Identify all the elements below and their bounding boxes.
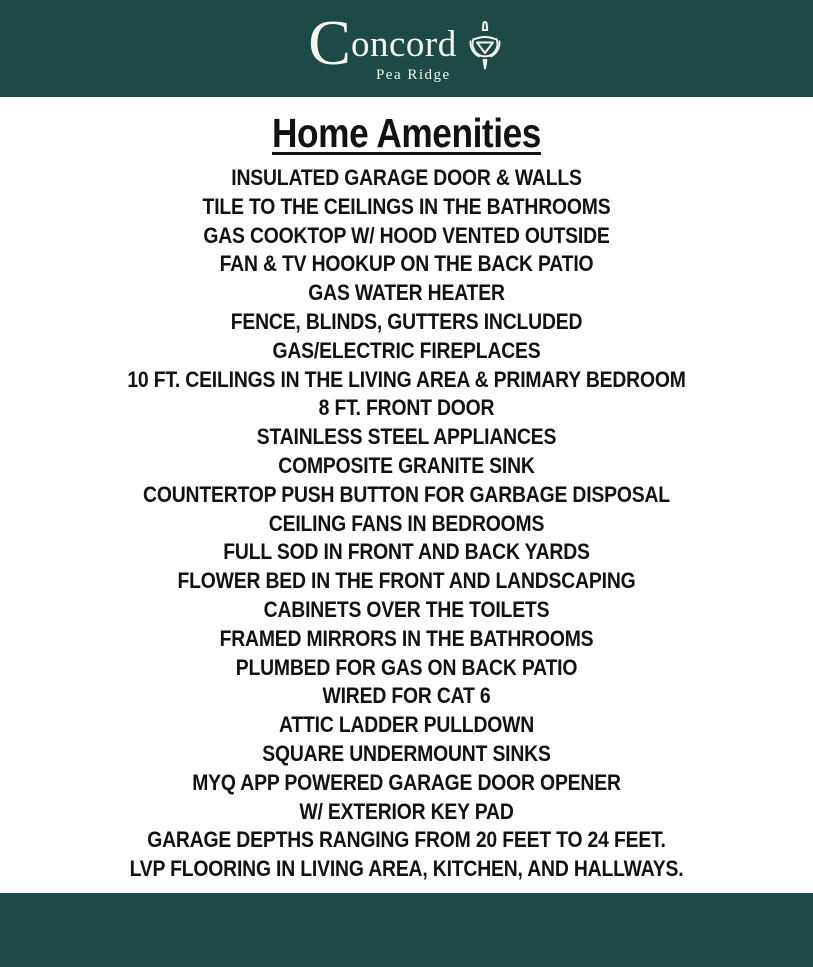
footer-banner (0, 893, 813, 967)
amenity-item: FAN & TV HOOKUP ON THE BACK PATIO (219, 251, 594, 277)
amenity-item: TILE TO THE CEILINGS IN THE BATHROOMS (202, 193, 611, 219)
amenity-item: PLUMBED FOR GAS ON BACK PATIO (235, 654, 578, 680)
amenity-item: COUNTERTOP PUSH BUTTON FOR GARBAGE DISPOSAL (143, 481, 670, 507)
amenity-item: GARAGE DEPTHS RANGING FROM 20 FEET TO 24 FEET. (147, 827, 666, 853)
amenity-item: STAINLESS STEEL APPLIANCES (256, 424, 557, 450)
brand-initial: C (308, 7, 351, 79)
amenity-item: INSULATED GARAGE DOOR & WALLS (231, 165, 582, 190)
amenity-item: 8 FT. FRONT DOOR (318, 395, 495, 421)
brand-subtitle: Pea Ridge (375, 66, 451, 83)
amenity-item: FLOWER BED IN THE FRONT AND LANDSCAPING (177, 568, 636, 594)
door-knocker-icon (465, 17, 505, 77)
amenity-item: CABINETS OVER THE TOILETS (263, 596, 550, 622)
amenity-item: GAS WATER HEATER (308, 280, 505, 306)
amenity-item: COMPOSITE GRANITE SINK (278, 452, 535, 478)
amenity-item: W/ EXTERIOR KEY PAD (299, 798, 514, 824)
amenity-item: ATTIC LADDER PULLDOWN (278, 712, 535, 738)
page-title: Home Amenities (272, 110, 541, 156)
amenity-item: MYQ APP POWERED GARAGE DOOR OPENER (192, 769, 621, 795)
amenities-section (0, 97, 813, 893)
amenity-item: WIRED FOR CAT 6 (322, 683, 491, 709)
amenity-item: CEILING FANS IN BEDROOMS (268, 510, 545, 536)
amenity-item: LVP FLOORING IN LIVING AREA, KITCHEN, AND HALLWAYS. (129, 856, 684, 882)
amenity-item: GAS COOKTOP W/ HOOD VENTED OUTSIDE (203, 222, 610, 248)
header-banner (0, 0, 813, 97)
amenity-item: FRAMED MIRRORS IN THE BATHROOMS (219, 625, 594, 651)
brand-wordmark (308, 7, 457, 83)
amenity-item: FULL SOD IN FRONT AND BACK YARDS (223, 539, 590, 565)
brand-logo (308, 7, 504, 83)
amenity-item: FENCE, BLINDS, GUTTERS INCLUDED (230, 308, 583, 334)
amenities-list (57, 164, 756, 884)
amenity-item: GAS/ELECTRIC FIREPLACES (272, 337, 541, 363)
brand-name-rest: oncord (350, 24, 457, 66)
amenity-item: SQUARE UNDERMOUNT SINKS (262, 740, 551, 766)
amenity-item: 10 FT. CEILINGS IN THE LIVING AREA & PRIMARY BEDROOM (127, 366, 686, 392)
